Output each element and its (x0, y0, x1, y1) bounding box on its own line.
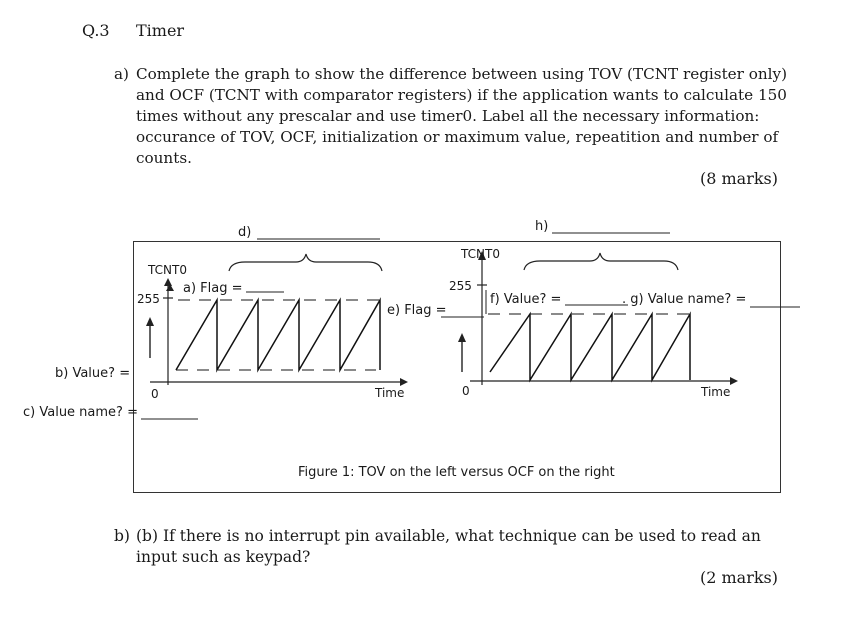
right-x-axis-arrow (730, 377, 738, 385)
right-value-name-g: . g) Value name? = (622, 292, 747, 307)
left-time-label: Time (375, 386, 405, 400)
left-value-name-c: c) Value name? = (23, 405, 138, 420)
question-title: Timer (136, 21, 185, 40)
left-x-axis-arrow (400, 378, 408, 386)
right-sawtooth (490, 314, 690, 380)
figure-caption: Figure 1: TOV on the left versus OCF on the right (298, 465, 615, 480)
left-sawtooth (176, 300, 380, 370)
right-up-arrow-head (458, 333, 466, 342)
question-number: Q.3 (82, 21, 110, 40)
left-axis-label: TCNT0 (148, 263, 187, 277)
left-zero-value: 0 (151, 387, 159, 401)
part-a-label: a) (114, 65, 129, 83)
right-axis-label: TCNT0 (461, 247, 500, 261)
left-d-label: d) (238, 225, 252, 240)
right-max-value: 255 (449, 279, 472, 293)
part-a-marks: (8 marks) (699, 169, 778, 188)
left-up-arrow-head (146, 317, 154, 326)
left-flag-e: e) Flag = (387, 303, 447, 318)
part-b-marks: (2 marks) (699, 568, 778, 587)
left-y-axis-arrow (164, 278, 172, 286)
part-b-text: (b) If there is no interrupt pin available, what technique can be used to read an input such as keypad? (136, 527, 761, 566)
right-time-label: Time (701, 385, 731, 399)
right-h-label: h) (535, 219, 549, 234)
part-a-text: Complete the graph to show the difference between using TOV (TCNT register only) and OCF (TCNT with comparator registers) if the application wants to calculate 150 times without any prescalar and use timer0. Label all the necessary information: occurance of TOV, OCF, initialization or maximum value, repeatition and number of counts. (136, 65, 788, 167)
part-b-label: b) (114, 527, 130, 545)
left-max-value: 255 (137, 292, 160, 306)
right-brace (524, 253, 678, 270)
left-brace (229, 254, 382, 271)
right-zero-value: 0 (462, 384, 470, 398)
left-flag-a: a) Flag = (183, 281, 243, 296)
left-value-b: b) Value? = (55, 366, 131, 381)
right-value-f: f) Value? = (490, 292, 562, 307)
